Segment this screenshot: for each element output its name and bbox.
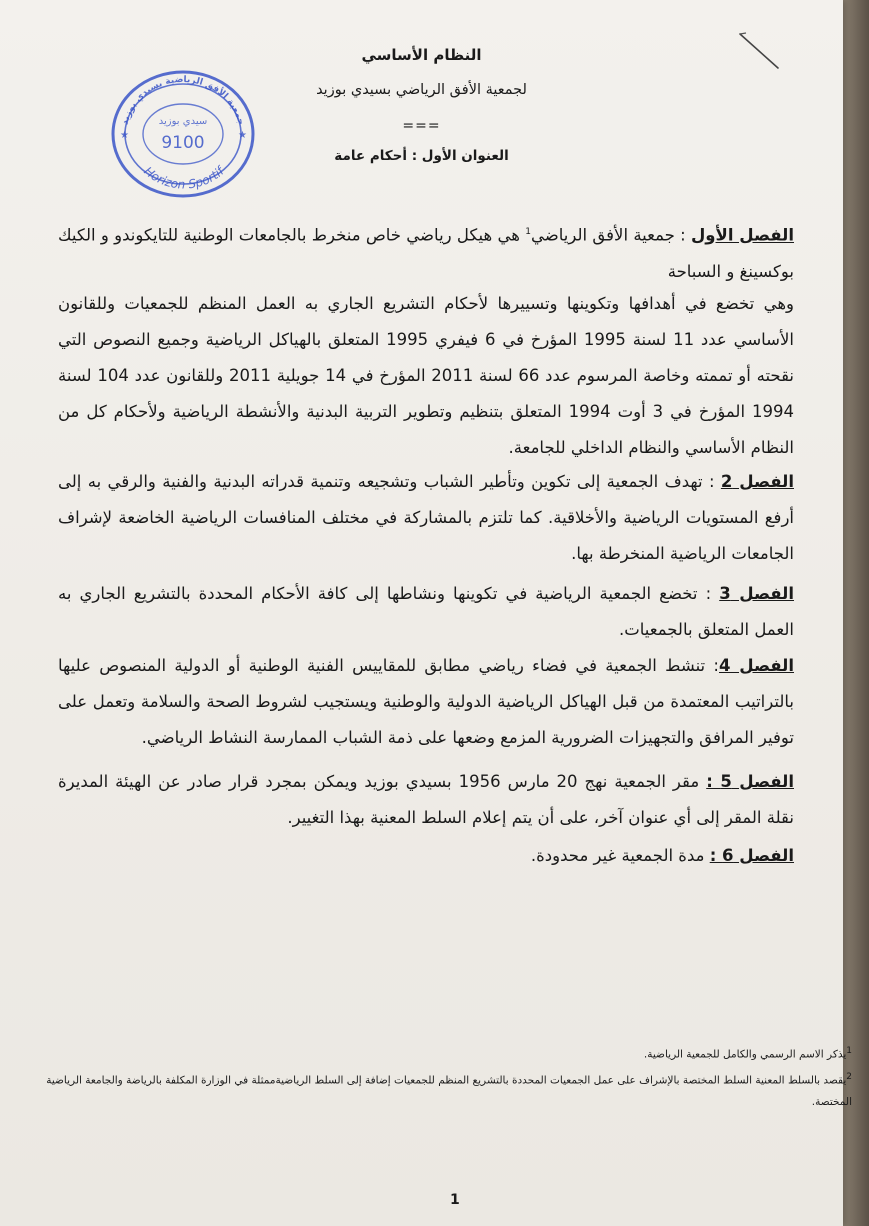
article-5 [58,764,794,836]
article-text: : تهدف الجمعية إلى تكوين وتأطير الشباب وتشجيعه وتنمية قدراته البدنية والفنية والرقي به إلى أرفع المستويات الرياضية والأخلاقية. كما تلتزم بالمشاركة في مختلف المنافسات الرياضية الخاضعة لإشراف الجامعات الرياضية المنخرطة بها. [58,472,794,563]
article-3 [58,576,794,648]
article-label: الفصل الأول [690,225,794,245]
stamp-star-icon: ★ [238,130,247,141]
article-text: : جمعية الأفق الرياضي [531,225,691,245]
article-2 [58,464,794,572]
document-title: النظام الأساسي [361,46,482,64]
page-number: 1 [450,1192,460,1208]
article-6 [58,838,794,874]
article-text: مدة الجمعية غير محدودة. [530,846,710,865]
stamp-code: 9100 [161,133,205,153]
stamp-bottom-text: Horizon Sportif [141,163,227,192]
article-label: الفصل 4 [719,656,794,675]
article-text: هي هيكل رياضي خاص منخرط بالجامعات الوطنية للتايكوندو و الكيك بوكسينغ و السباحة [58,225,794,281]
article-text: وهي تخضع في أهدافها وتكوينها وتسييرها لأحكام التشريع الجاري به العمل المنظم للجمعيات وللقانون الأساسي عدد 11 لسنة 1995 المؤرخ في 6 فيفري 1995 المتعلق بالهياكل الرياضية وجميع النصوص التي نقحته أو تممته وخاصة المرسوم عدد 66 لسنة 2011 المؤرخ في 14 جويلية 2011 وللقانون عدد 104 لسنة 1994 المؤرخ في 3 أوت 1994 المتعلق بتنظيم وتطوير التربية البدنية والأنشطة الرياضية ولأحكام كل من النظام الأساسي والنظام الداخلي للجامعة. [58,294,795,457]
article-1-continued [58,286,794,466]
chapter-heading: العنوان الأول : أحكام عامة [334,148,509,164]
article-label: الفصل 6 : [709,846,794,865]
stamp-middle-text: سيدي بوزيد [158,116,208,127]
header-separator: === [402,118,441,134]
article-4 [58,648,794,756]
article-label: الفصل 5 : [706,772,794,791]
document-subtitle: لجمعية الأفق الرياضي بسيدي بوزيد [316,82,527,98]
stamp-top-text: جمعية الأفق الرياضية بسيدي بوزيد [120,74,246,127]
article-label: الفصل 3 [719,584,794,603]
footnote-ref: 1 [525,227,531,237]
footnote-2: 2يقصد بالسلط المعنية السلط المختصة بالإشراف على عمل الجمعيات المحددة بالتشريع المنظم للجمعيات إضافة إلى السلط الرياضيةممثلة في الوزارة المكلفة بالرياضة والجامعة الرياضية المختصة. [46,1071,852,1108]
article-text: : تنشط الجمعية في فضاء رياضي مطابق للمقاييس الفنية الوطنية أو الدولية المنصوص عليها بالتراتيب المعتمدة من قبل الهياكل الرياضية الدولية والوطنية ويستجيب لشروط الصحة والسلامة وتعمل على توفير المرافق والتجهيزات الضرورية المزمع وضعها على ذمة الشباب الممارسة النشاط الرياضي. [58,656,794,747]
article-text: : تخضع الجمعية الرياضية في تكوينها ونشاطها إلى كافة الأحكام المحددة بالتشريع الجاري به العمل المتعلق بالجمعيات. [58,584,794,639]
article-1 [58,214,794,290]
article-text: مقر الجمعية نهج 20 مارس 1956 بسيدي بوزيد ويمكن بمجرد قرار صادر عن الهيئة المديرة نقلة المقر إلى أي عنوان آخر، على أن يتم إعلام السلط المعنية بهذا التغيير. [58,772,794,827]
footnotes [40,1040,852,1113]
footnote-1: 1يذكر الاسم الرسمي والكامل للجمعية الرياضية. [643,1046,852,1061]
article-label: الفصل 2 [720,472,794,491]
svg-text:Horizon Sportif [141,163,228,192]
stamp-star-icon: ★ [120,130,129,141]
